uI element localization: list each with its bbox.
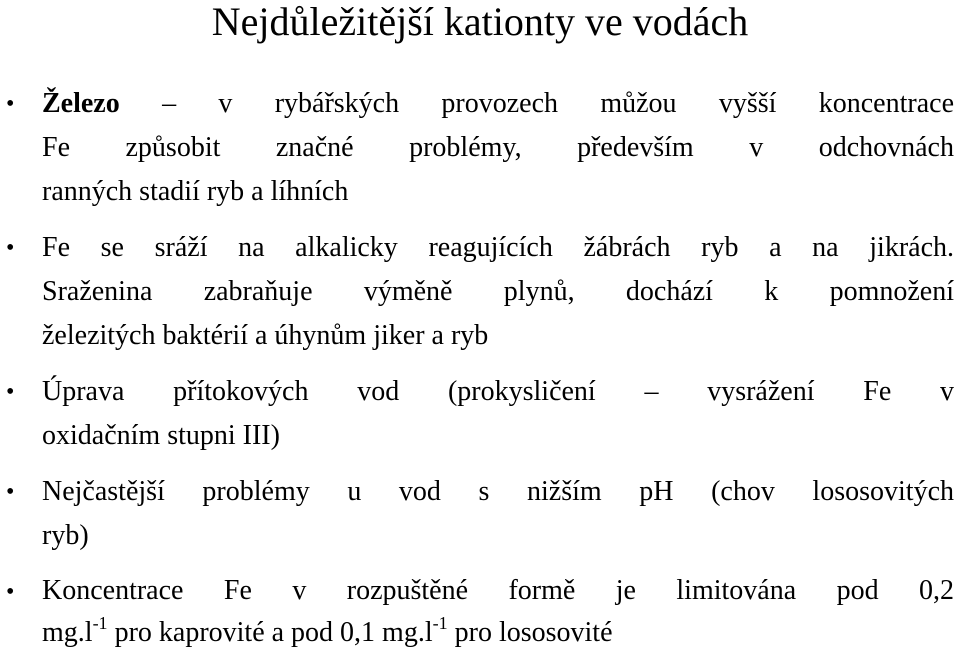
bullet-line: oxidačním stupni III) [42, 420, 280, 451]
bullet-text: pro kaprovité a pod 0,1 mg.l [107, 617, 433, 648]
unit-text: mg.l [42, 617, 93, 648]
bullet-item-low-ph [0, 470, 960, 558]
bullet-text: – v rybářských provozech můžou vyšší koncentrace [119, 88, 954, 119]
bullet-line: Fe se sráží na alkalicky reagujících žábrách ryb a na jikrách. [42, 232, 954, 263]
bullet-icon: • [6, 235, 15, 261]
bullet-icon: • [6, 579, 15, 605]
bullet-icon: • [6, 479, 15, 505]
bullet-list [0, 82, 960, 666]
bullet-text: pro lososovité [447, 617, 613, 648]
bullet-line: Úprava přítokových vod (prokysličení – vysrážení Fe v [42, 376, 954, 407]
bullet-line: Sraženina zabraňuje výměně plynů, dochází k pomnožení [42, 276, 954, 307]
bullet-line: Koncentrace Fe v rozpuštěné formě je limitována pod 0,2 [42, 575, 954, 606]
bullet-item-precipitation [0, 226, 960, 358]
unit-exponent: -1 [92, 612, 108, 633]
bullet-line [42, 82, 954, 126]
bullet-lead-term: Železo [42, 88, 120, 119]
bullet-icon: • [6, 379, 15, 405]
bullet-line: ranných stadií ryb a líhních [42, 176, 349, 207]
slide-title: Nejdůležitější kationty ve vodách [211, 0, 749, 44]
bullet-item-treatment [0, 370, 960, 458]
unit-exponent: -1 [432, 612, 448, 633]
bullet-line: železitých baktérií a úhynům jiker a ryb [42, 320, 489, 351]
bullet-item-iron [0, 82, 960, 214]
bullet-line [42, 612, 954, 654]
bullet-line: Fe způsobit značné problémy, především v odchovnách [42, 132, 954, 163]
bullet-line: Nejčastější problémy u vod s nižším pH (chov lososovitých [42, 476, 954, 507]
bullet-line: ryb) [42, 520, 89, 551]
bullet-item-concentration-limit [0, 570, 960, 654]
bullet-icon: • [6, 91, 15, 117]
